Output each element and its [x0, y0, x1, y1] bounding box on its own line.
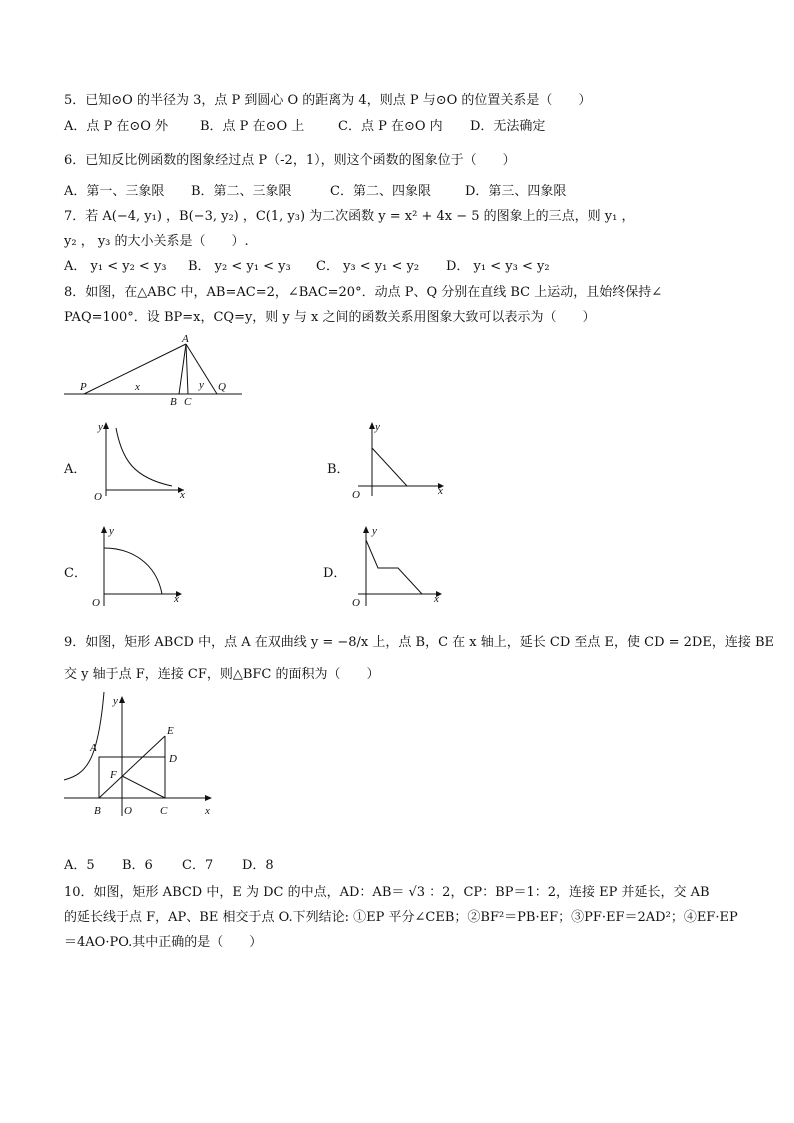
q8-stem-line2: PAQ=100°．设 BP=x，CQ=y，则 y 与 x 之间的函数关系用图象大致可以表示为（ ）: [64, 310, 596, 325]
q8-stem-line1: 8．如图，在△ABC 中，AB=AC=2，∠BAC=20°．动点 P、Q 分别在直线 BC 上运动，且始终保持∠: [64, 285, 663, 300]
q6-option-d: D．第三、四象限: [465, 184, 567, 199]
q9-option-a: A．5: [64, 858, 95, 873]
q9-option-b: B．6: [122, 858, 153, 873]
q8-c-origin-label: O: [92, 597, 100, 609]
q8-label-b: B: [170, 396, 177, 408]
q8-a-y-label: y: [98, 421, 103, 433]
q8-b-y-label: y: [375, 421, 380, 433]
q9-label-f: F: [110, 769, 117, 781]
q8-b-x-label: x: [438, 485, 443, 497]
q8-choice-a-label: A．: [64, 462, 87, 477]
q6-option-c: C．第二、四象限: [330, 184, 431, 199]
q8-choice-b-graph: [352, 420, 452, 502]
q9-label-c: C: [160, 805, 168, 817]
q9-rectangle-figure: [62, 690, 222, 820]
q9-label-e: E: [167, 725, 174, 737]
q8-label-y: y: [199, 379, 204, 391]
q10-line3: ＝4AO·PO.其中正确的是（ ）: [64, 935, 263, 950]
q10-line1: 10．如图，矩形 ABCD 中，E 为 DC 的中点，AD：AB＝ √3 ：2，CP：BP＝1：2，连接 EP 并延长，交 AB: [64, 885, 710, 900]
q9-label-x: x: [205, 805, 210, 817]
q5-option-c: C．点 P 在⊙O 内: [338, 119, 443, 134]
q8-label-a: A: [182, 333, 189, 345]
q7-stem-line2: y₂ ， y₃ 的大小关系是（ ）.: [64, 234, 249, 249]
q8-d-y-label: y: [372, 525, 377, 537]
q8-choice-d-label: D．: [323, 566, 347, 581]
q8-label-c: C: [184, 396, 192, 408]
q5-option-a: A．点 P 在⊙O 外: [64, 119, 169, 134]
q8-choice-c-graph: [90, 524, 190, 608]
q5-option-b: B．点 P 在⊙O 上: [200, 119, 305, 134]
q5-option-d: D．无法确定: [470, 119, 546, 134]
q8-b-origin-label: O: [352, 489, 360, 501]
q5-stem: 5．已知⊙O 的半径为 3，点 P 到圆心 O 的距离为 4，则点 P 与⊙O 的位置关系是（ ）: [64, 93, 592, 108]
q9-label-y: y: [113, 695, 118, 707]
q8-d-x-label: x: [434, 593, 439, 605]
q8-label-p: P: [80, 381, 87, 393]
q10-line2: 的延长线于点 F，AP、BE 相交于点 O.下列结论: ①EP 平分∠CEB；②BF²＝PB·EF；③PF·EF＝2AD²；④EF·EP: [64, 910, 738, 925]
q9-stem-line1: 9．如图，矩形 ABCD 中，点 A 在双曲线 y = −8/x 上，点 B，C 在 x 轴上，延长 CD 至点 E，使 CD = 2DE，连接 BE: [64, 635, 775, 650]
q8-c-y-label: y: [109, 525, 114, 537]
q9-label-a: A: [90, 742, 97, 754]
q7-option-c: C． y₃ < y₁ < y₂: [316, 259, 420, 274]
q6-stem: 6．已知反比例函数的图象经过点 P（-2，1），则这个函数的图象位于（ ）: [64, 153, 516, 168]
q7-option-b: B． y₂ < y₁ < y₃: [188, 259, 291, 274]
q8-choice-d-graph: [350, 524, 450, 608]
q8-c-x-label: x: [174, 593, 179, 605]
q7-option-d: D． y₁ < y₃ < y₂: [446, 259, 550, 274]
q9-option-c: C．7: [182, 858, 214, 873]
q7-stem-line1: 7．若 A(−4, y₁) ，B(−3, y₂) ，C(1, y₃) 为二次函数 y = x² + 4x − 5 的图象上的三点，则 y₁ ，: [64, 209, 635, 224]
q8-triangle-figure: [60, 332, 250, 412]
q8-choice-b-label: B．: [327, 462, 350, 477]
q8-choice-a-graph: [92, 420, 192, 502]
q8-label-q: Q: [218, 381, 226, 393]
q8-d-origin-label: O: [352, 597, 360, 609]
q8-choice-c-label: C．: [64, 566, 87, 581]
q6-option-a: A．第一、三象限: [64, 184, 165, 199]
q6-option-b: B．第二、三象限: [191, 184, 292, 199]
q9-label-b: B: [94, 805, 101, 817]
q9-label-o: O: [124, 805, 132, 817]
q9-label-d: D: [169, 753, 177, 765]
q9-stem-line2: 交 y 轴于点 F，连接 CF，则△BFC 的面积为（ ）: [64, 667, 380, 682]
q9-option-d: D．8: [242, 858, 274, 873]
q8-a-x-label: x: [180, 489, 185, 501]
q8-label-x: x: [135, 381, 140, 393]
q8-a-origin-label: O: [94, 491, 102, 503]
q7-option-a: A． y₁ < y₂ < y₃: [64, 259, 167, 274]
